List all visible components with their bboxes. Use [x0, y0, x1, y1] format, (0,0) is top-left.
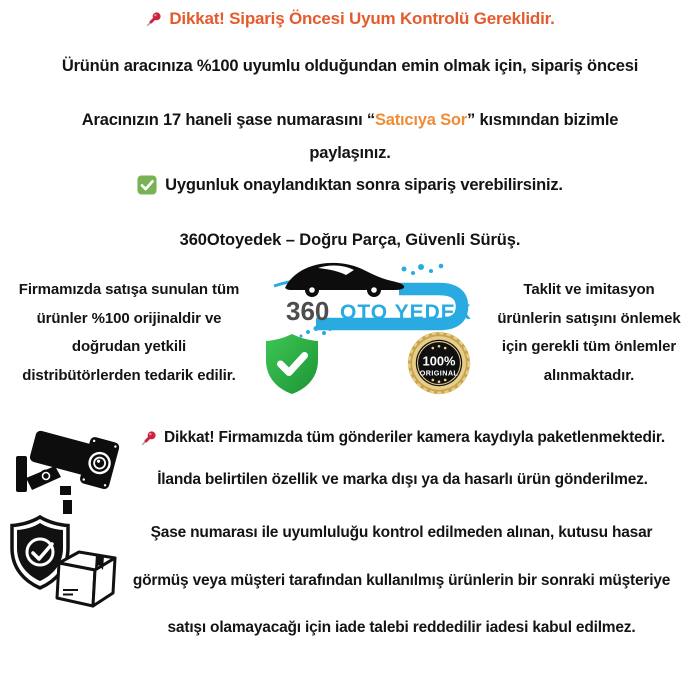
original-products-note	[0, 276, 258, 390]
logo-360-text: 360	[286, 296, 330, 326]
camera-packing-note	[105, 429, 700, 447]
original-products-line: ürünler %100 orijinaldir ve	[36, 309, 222, 327]
camera-packing-text: Dikkat! Firmamızda tüm gönderiler kamera kaydıyla paketlenmektedir.	[164, 429, 665, 446]
return-policy-text	[103, 509, 700, 652]
compliance-warning-title	[0, 9, 700, 29]
return-policy-line: satışı olamayacağı için iade talebi reddedilir iadesi kabul edilmez.	[167, 619, 636, 636]
ask-seller-highlight: Satıcıya Sor	[374, 111, 468, 129]
chassis-instruction-suffix: ” kısmından bizimle	[467, 111, 619, 129]
compatibility-intro-text: Ürünün aracınıza %100 uyumlu olduğundan emin olmak için, sipariş öncesi	[61, 57, 639, 75]
brand-slogan: 360Otoyedek – Doğru Parça, Güvenli Sürüş.	[179, 231, 521, 249]
approval-note-text: Uygunluk onaylandıktan sonra sipariş verebilirsiniz.	[165, 175, 563, 194]
pushpin-icon	[140, 429, 158, 447]
shipping-guarantee-note: İlanda belirtilen özellik ve marka dışı ya da hasarlı ürün gönderilmez.	[157, 471, 648, 488]
original-products-line: distribütörlerden tedarik edilir.	[22, 366, 236, 384]
brand-logo	[256, 258, 476, 340]
original-badge	[406, 330, 472, 396]
return-policy-line: görmüş veya müşteri tarafından kullanılmış ürünlerin bir sonraki müşteriye	[132, 571, 671, 589]
return-policy-line: Şase numarası ile uyumluluğu kontrol edilmeden alınan, kutusu hasar	[150, 524, 653, 541]
pushpin-icon	[145, 10, 163, 28]
original-products-line: doğrudan yetkili	[71, 338, 187, 355]
badge-100-text: 100%	[422, 353, 456, 369]
approval-note-line	[0, 175, 700, 195]
anti-counterfeit-note	[478, 276, 700, 390]
chassis-instruction-prefix: Aracınızın 17 haneli şase numarasını “	[81, 111, 375, 129]
logo-oto-yedek-text: OTO YEDEK	[340, 301, 472, 324]
chassis-instruction-line2: paylaşınız.	[309, 144, 391, 162]
chassis-instruction-text	[0, 104, 700, 170]
anti-counterfeit-line: için gerekli tüm önlemler	[501, 338, 677, 355]
anti-counterfeit-line: Taklit ve imitasyon	[523, 281, 655, 298]
green-shield-check-icon	[262, 332, 322, 396]
anti-counterfeit-line: alınmaktadır.	[543, 366, 635, 384]
anti-counterfeit-line: ürünlerin satışını önlemek	[497, 309, 681, 327]
badge-original-text: ORIGINAL	[419, 368, 459, 378]
logo-car-icon	[274, 263, 404, 297]
compliance-warning-text: Dikkat! Sipariş Öncesi Uyum Kontrolü Gereklidir.	[169, 9, 555, 28]
original-products-line: Firmamızda satışa sunulan tüm	[18, 281, 240, 298]
check-mark-icon	[137, 175, 157, 195]
